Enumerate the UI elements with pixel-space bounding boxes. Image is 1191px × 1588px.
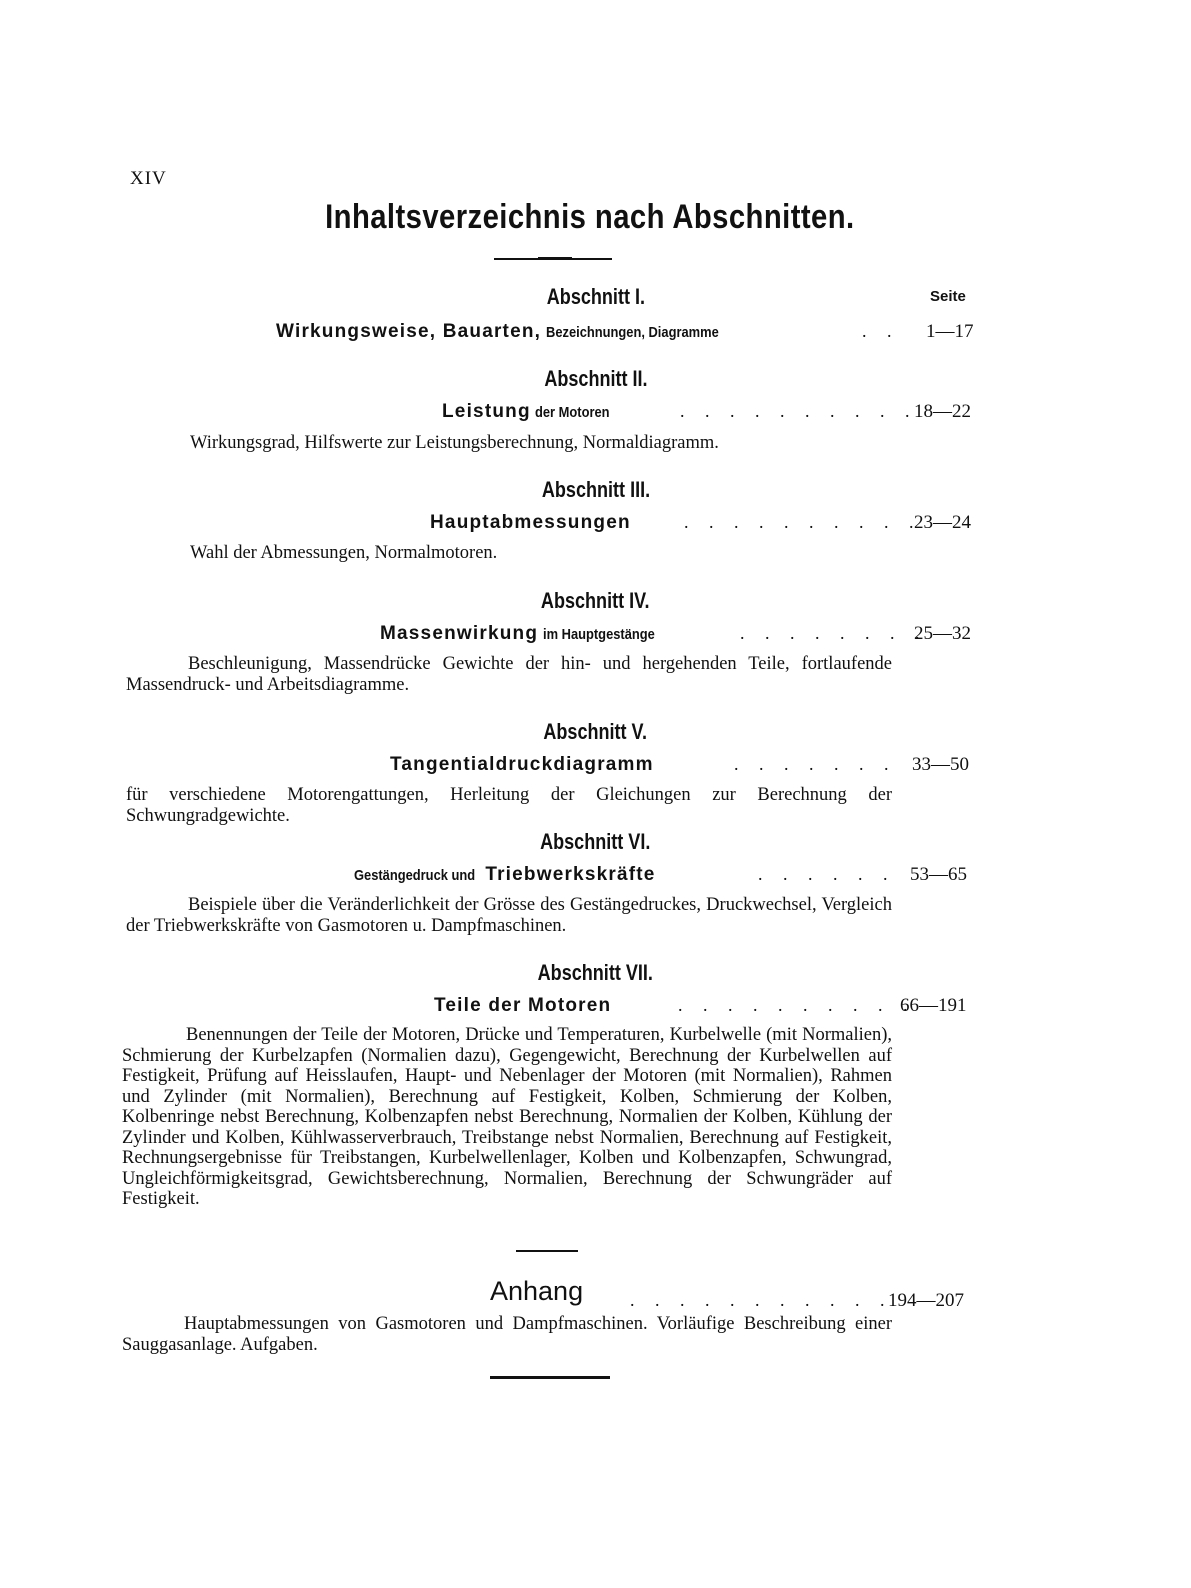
appendix-heading: Anhang — [490, 1276, 584, 1306]
title-divider-accent — [538, 257, 572, 260]
section-description-4: Beschleunigung, Massendrücke Gewichte der hin- und hergehenden Teile, fortlaufende Massendruck- und Arbeitsdiagramme. — [126, 654, 892, 695]
toc-page-range: 66—191 — [900, 995, 967, 1016]
toc-entry-appendix — [0, 1290, 1191, 1314]
toc-entry-title: Wirkungsweise, Bauarten, Bezeichnungen, Diagramme — [276, 321, 719, 342]
toc-entry-title: Massenwirkung im Hauptgestänge — [380, 623, 655, 644]
toc-page-range: 33—50 — [912, 754, 969, 775]
toc-leader-dots: . . — [862, 321, 900, 341]
toc-leader-dots: . . . . . . . . . . . — [630, 1290, 893, 1310]
section-description-3: Wahl der Abmessungen, Normalmotoren. — [190, 543, 498, 563]
toc-page-range: 25—32 — [914, 623, 971, 644]
toc-entry-title: Hauptabmessungen — [430, 512, 631, 533]
section-heading-1: Abschnitt I. — [546, 284, 645, 309]
section-heading-6: Abschnitt VI. — [540, 829, 651, 854]
toc-entry-2 — [0, 401, 1191, 425]
toc-entry-4 — [0, 623, 1191, 647]
page-title: Inhaltsverzeichnis nach Abschnitten. — [325, 198, 855, 236]
toc-leader-dots: . . . . . . — [758, 864, 896, 884]
toc-leader-dots: . . . . . . . . — [740, 623, 928, 643]
section-description-7: Benennungen der Teile der Motoren, Drücke und Temperaturen, Kurbelwelle (mit Normalien), Schmierung der Kurbelzapfen (Normalien dazu), Gegengewicht, Berechnung der Kurbelwellen auf Festigkeit, Prüfung auf Heisslaufen, Haupt- und Nebenlager der Motoren (mit Normalien), Rahmen und Zylinder (mit Normalien), Berechnung auf Festigkeit, Kolben, Schmierung der Kolben, Kolbenringe nebst Berechnung, Kolbenzapfen nebst Berechnung, Normalien der Kolben, Kühlung der Zylinder und Kolben, Kühlwasserverbrauch, Treibstange nebst Normalien, Berechnung auf Festigkeit, Rechnungsergebnisse für Treibstangen, Kurbelwellenlager, Kolben und Kolbenzapfen, Schwungrad, Ungleichförmigkeitsgrad, Gewichtsberechnung, Normalien, Berechnung der Schwungräder auf Festigkeit. — [122, 1025, 892, 1209]
section-heading-7: Abschnitt VII. — [537, 960, 654, 985]
toc-page-range: 53—65 — [910, 864, 967, 885]
section-description-5: für verschiedene Motorengattungen, Herleitung der Gleichungen zur Berechnung der Schwungradgewichte. — [126, 785, 892, 826]
appendix-description: Hauptabmessungen von Gasmotoren und Dampfmaschinen. Vorläufige Beschreibung einer Sauggasanlage. Aufgaben. — [122, 1314, 892, 1355]
toc-entry-title: Tangentialdruckdiagramm — [390, 754, 654, 775]
toc-entry-6 — [0, 864, 1191, 888]
toc-entry-title: Teile der Motoren — [434, 995, 612, 1016]
section-description-2: Wirkungsgrad, Hilfswerte zur Leistungsberechnung, Normaldiagramm. — [190, 433, 719, 453]
toc-page-range: 18—22 — [914, 401, 971, 422]
toc-page-range: 194—207 — [888, 1290, 964, 1311]
toc-leader-dots: . . . . . . . — [734, 754, 897, 774]
section-divider — [516, 1250, 578, 1252]
section-description-6: Beispiele über die Veränderlichkeit der Grösse des Gestängedruckes, Druckwechsel, Vergleich der Triebwerkskräfte von Gasmotoren u. Dampfmaschinen. — [126, 895, 892, 936]
section-heading-5: Abschnitt V. — [543, 719, 648, 744]
toc-entry-7 — [0, 995, 1191, 1019]
section-heading-3: Abschnitt III. — [541, 477, 650, 502]
toc-page-range: 23—24 — [914, 512, 971, 533]
toc-entry-3 — [0, 512, 1191, 536]
page-number: XIV — [130, 168, 167, 189]
end-divider — [490, 1376, 610, 1379]
toc-entry-5 — [0, 754, 1191, 778]
section-heading-4: Abschnitt IV. — [541, 588, 650, 613]
toc-page-range: 1—17 — [926, 321, 974, 342]
section-heading-2: Abschnitt II. — [543, 366, 648, 391]
toc-leader-dots: . . . . . . . . . . — [684, 512, 922, 532]
pages-column-label: Seite — [930, 288, 966, 305]
toc-entry-title: Leistung der Motoren — [442, 401, 610, 422]
toc-leader-dots: . . . . . . . . . . — [678, 995, 916, 1015]
toc-entry-1 — [0, 321, 1191, 345]
toc-entry-title: Gestängedruck und Triebwerkskräfte — [354, 864, 656, 885]
toc-leader-dots: . . . . . . . . . . — [680, 401, 918, 421]
